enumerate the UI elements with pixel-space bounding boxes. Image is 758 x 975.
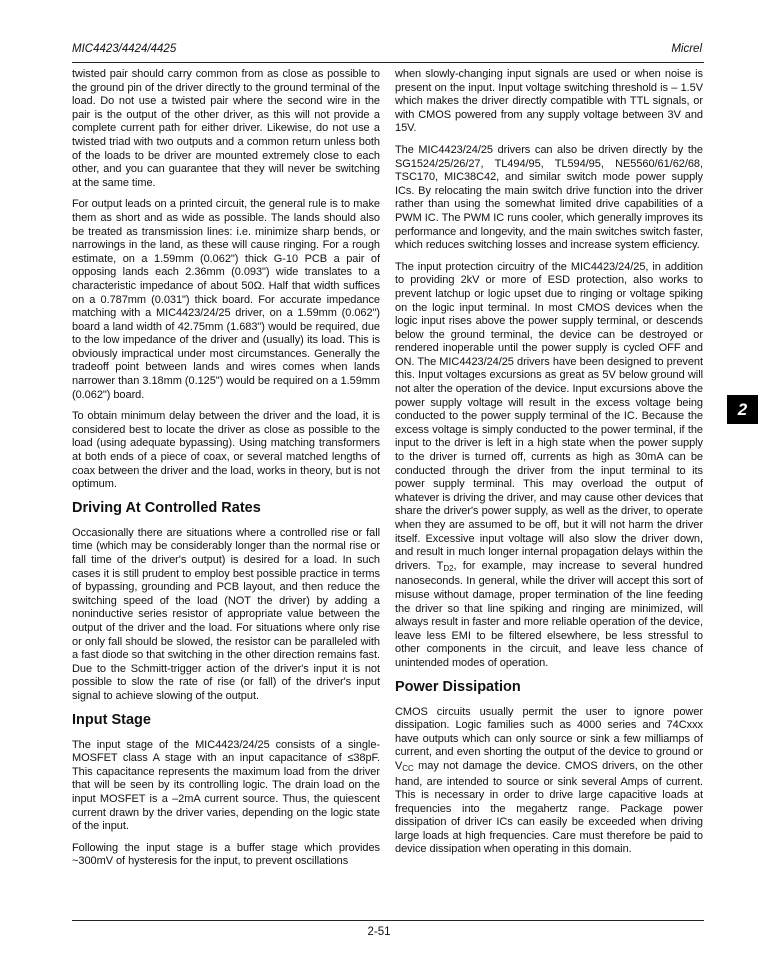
- paragraph-input-stage: The input stage of the MIC4423/24/25 consists of a single-MOSFET class A stage with an input capacitance of ≤38pF. This capacitance represents the maximum load from the driver that will be seen by its controlling logic. The drain load on the input MOSFET is a –2mA current source. Thus, the quiescent current drawn by the driver varies, depending on the logic state of the input.: [72, 738, 380, 833]
- header-rule: [72, 62, 704, 63]
- header-company: Micrel: [671, 43, 702, 55]
- power-dissipation-text-b: may not damage the device. CMOS drivers, on the other hand, are intended to source or sink several Amps of current. This is necessary in order to drive large capacitive loads at frequencies into the megahertz range. Package power dissipation of driver ICs can easily be exceeded when driving large loads at high frequencies. Care must therefore be paid to device dissipation when operating in this domain.: [395, 759, 703, 856]
- page-header: [72, 43, 702, 61]
- paragraph-twisted-pair: twisted pair should carry common from as close as possible to the ground pin of the driver directly to the ground terminal of the load. Do not use a twisted pair where the second wire in the pair is the output of the other driver, as this will not provide a complete current path for either driver. Likewise, do not use a twisted triad with two outputs and a common return unless both of the loads to be driver are mounted extremely close to each other, and you can guarantee that they will never be switching at the same time.: [72, 68, 380, 189]
- left-column: [72, 68, 380, 877]
- paragraph-buffer-stage: Following the input stage is a buffer stage which provides ~300mV of hysteresis for the input, to prevent oscillations: [72, 841, 380, 868]
- paragraph-pwm-drive: The MIC4423/24/25 drivers can also be driven directly by the SG1524/25/26/27, TL494/95, TL594/95, NE5560/61/62/68, TSC170, MIC38C42, and similar switch mode power supply ICs. By relocating the main switch drive function into the driver rather than using the somewhat limited drive capabilities of a PWM IC. The PWM IC runs cooler, which generally improves its performance and longevity, and the main switches switch faster, which reduces switching losses and increase system efficiency.: [395, 143, 703, 252]
- paragraph-switching-threshold: when slowly-changing input signals are used or when noise is present on the input. Input voltage switching threshold is – 1.5V which makes the driver directly compatible with TTL signals, or with CMOS powered from any supply voltage between 3V and 15V.: [395, 68, 703, 135]
- heading-controlled-rates: Driving At Controlled Rates: [72, 499, 261, 516]
- paragraph-minimum-delay: To obtain minimum delay between the driver and the load, it is considered best to locate the driver as close as possible to the load (using adequate bypassing). Using matching transformers at both ends of a piece of coax, or several matched lengths of coax between the driver and the load, works in theory, but is not optimum.: [72, 410, 380, 491]
- paragraph-input-protection: [395, 261, 703, 671]
- section-tab: 2: [727, 395, 758, 424]
- paragraph-output-leads: For output leads on a printed circuit, the general rule is to make them as short and as wide as possible. The lands should also be treated as transmission lines: i.e. minimize sharp bends, or narrowings in the land, as these will cause ringing. For a rough estimate, on a 1.59mm (0.062") thick G-10 PCB a pair of opposing lands each 2.36mm (0.093") wide translates to a characteristic impedance of about 50Ω. Half that width suffices on a 0.787mm (0.031") thick board. For accurate impedance matching with a MIC4423/24/25 driver, on a 1.59mm (0.062") board a land width of 42.75mm (1.683") would be required, due to the low impedance of the driver and (usually) its load. This is obviously impractical under most circumstances. Generally the tradeoff point between lands and wires comes when lands narrower than 3.18mm (0.125") would be required on a 1.59mm (0.062") board.: [72, 198, 380, 401]
- heading-power-dissipation: Power Dissipation: [395, 678, 521, 695]
- td2-subscript: D2: [443, 563, 454, 573]
- heading-input-stage: Input Stage: [72, 711, 151, 728]
- footer-rule: [72, 920, 704, 921]
- power-dissipation-text-a: CMOS circuits usually permit the user to ignore power dissipation. Logic families such as 4000 series and 74Cxxx have outputs which can only source or sink a few milliamps of current, and even shorting the output of the device to ground or V: [395, 705, 703, 772]
- vcc-subscript: CC: [402, 763, 414, 773]
- header-part-number: MIC4423/4424/4425: [72, 43, 177, 55]
- input-protection-text-a: The input protection circuitry of the MIC4423/24/25, in addition to providing 2kV or more of ESD protection, also works to prevent latchup or logic upset due to ringing or voltage spiking on the logic input terminal. In most CMOS devices when the logic input rises above the power supply terminal, or descends below the ground terminal, the device can be destroyed or rendered inoperable until the power supply is cycled OFF and ON. The MIC4423/24/25 drivers have been designed to prevent this. Input voltages excursions as great as 5V below ground will not alter the operation of the device. Input excursions above the power supply voltage will result in the excess voltage being conducted to the power supply terminal of the IC. Because the excess voltage is simply conducted to the power terminal, if the input to the driver is left in a high state when the power supply to the driver is turned off, currents as high as 30mA can be conducted through the driver from the input terminal to its power supply terminal. This may overload the output of whatever is driving the driver, and may cause other devices that share the driver's power supply, as well as the driver, to operate when they are assumed to be off, but it will not harm the driver itself. Excessive input voltage will also slow the driver down, and result in much longer internal propagation delays within the drivers. T: [395, 260, 703, 572]
- paragraph-power-dissipation: [395, 706, 703, 858]
- right-column: [395, 68, 703, 865]
- paragraph-controlled-rates: Occasionally there are situations where a controlled rise or fall time (which may be considerably longer than the normal rise or fall time of the driver's output) is desired for a load. In such cases it is still prudent to employ best possible practice in terms of bypassing, grounding and PCB layout, and then reduce the switching speed of the load (NOT the driver) by adding a noninductive series resistor of appropriate value between the output of the driver and the load. For situations where only rise or only fall should be slowed, the resistor can be paralleled with a fast diode so that switching in the other direction remains fast. Due to the Schmitt-trigger action of the driver's input it is not possible to slow the rate of rise (or fall) of the driver's input signal to achieve slowing of the output.: [72, 526, 380, 702]
- input-protection-text-b: , for example, may increase to several hundred nanoseconds. In general, while the driver will accept this sort of misuse without damage, proper termination of the line feeding the driver so that line spiking and ringing are minimized, will always result in faster and more reliable operation of the device, leave less EMI to be filtered elsewhere, be less stressful to other components in the circuit, and leave less chance of unintended modes of operation.: [395, 559, 703, 669]
- page-number: 2-51: [367, 926, 391, 938]
